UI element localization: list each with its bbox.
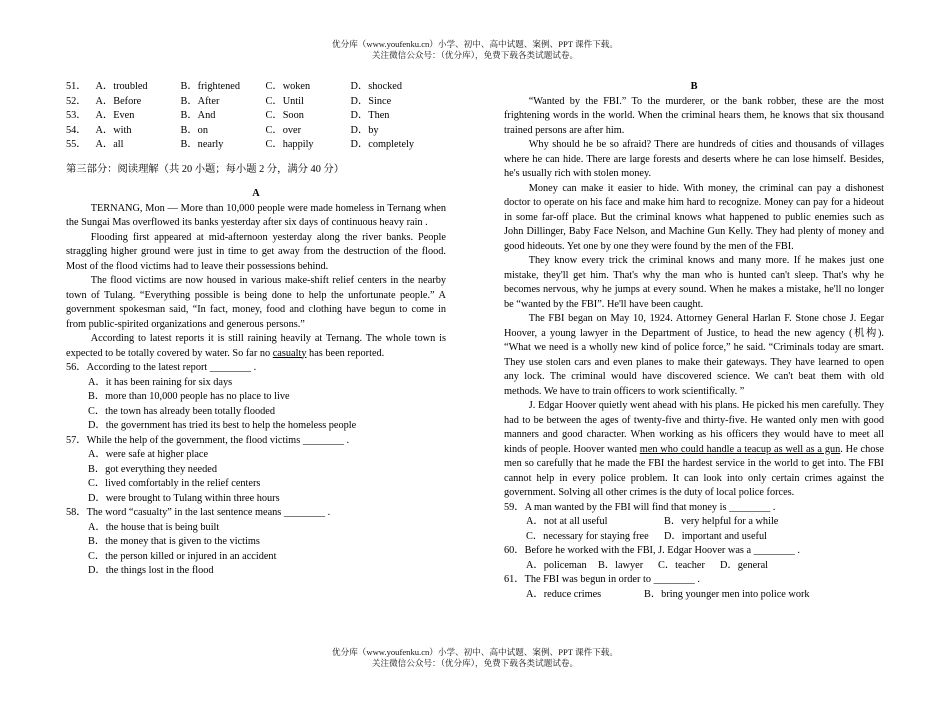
answer-option[interactable]: A．policeman bbox=[526, 559, 587, 571]
option-d: D．Since bbox=[350, 95, 392, 107]
question-number: 53． bbox=[66, 110, 87, 121]
passage-b-paragraph: The FBI began on May 10, 1924. Attorney General Harlan F. Stone chose J. Eegar Hoover, a young lawyer in the Department of Justice, to head the new agency (机构). “What we need is a wholly new kind of police force,” he said. “Criminals today are smart. They use stolen cars and even planes to make their gateways. They have learned to open any lock. The criminal would have discovered science. We can't beat them with old methods. We have to train officers to work scientifically. ” bbox=[504, 313, 884, 397]
option-a: A．troubled bbox=[95, 81, 148, 92]
cloze-row-53 bbox=[66, 109, 446, 124]
option-a: A．all bbox=[95, 139, 124, 150]
text-run: According to latest reports it is still raining heavily at Ternang. The whole town is expected to be totally covered by water. So far no bbox=[66, 333, 446, 359]
text-run: . He chose men so carefully that he made the FBI the hardest service in the world to get into. The FBI cannot help in every police problem. It can look into only certain crimes against the government. Solving all other crimes is the duty of local police forces. bbox=[504, 443, 884, 498]
answer-option[interactable]: A．it has been raining for six days bbox=[88, 376, 233, 388]
left-column bbox=[66, 80, 446, 579]
option-d: D．shocked bbox=[350, 81, 403, 92]
passage-a-paragraph: Flooding first appeared at mid-afternoon yesterday along the river banks. People straggling higher ground were just in time to get away from the destruction of the flood. Most of the flood victims had to leave their possessions behind. bbox=[66, 231, 446, 272]
answer-option[interactable]: B．bring younger men into police work bbox=[644, 588, 810, 600]
question-stem: 60．Before he worked with the FBI, J. Edgar Hoover was a ________ . bbox=[504, 545, 800, 556]
option-d: D．by bbox=[350, 124, 379, 136]
answer-option[interactable]: A．the house that is being built bbox=[88, 521, 220, 533]
question-56 bbox=[66, 361, 446, 434]
header-line-2: 关注微信公众号：（优分库），免费下载各类试题试卷。 bbox=[371, 49, 579, 60]
question-58 bbox=[66, 506, 446, 579]
answer-option[interactable]: B．the money that is given to the victims bbox=[88, 536, 260, 547]
page-footer bbox=[0, 647, 950, 668]
option-c: C．Soon bbox=[265, 110, 304, 121]
footer-line-1: 优分库（www.youfenku.cn）小学、初中、高中试题、案例、PPT 课件下载。 bbox=[332, 647, 618, 657]
answer-option[interactable]: D．the things lost in the flood bbox=[88, 565, 214, 576]
cloze-row-55 bbox=[66, 138, 446, 153]
text-run: has been reported. bbox=[306, 347, 385, 359]
answer-option[interactable]: B．more than 10,000 people has no place to live bbox=[88, 391, 290, 402]
option-b: B．nearly bbox=[180, 139, 224, 150]
answer-option[interactable]: A．were safe at higher place bbox=[88, 449, 209, 460]
question-stem: 59．A man wanted by the FBI will find that money is ________ . bbox=[504, 501, 776, 513]
question-number: 54． bbox=[66, 124, 87, 136]
option-b: B．frightened bbox=[180, 81, 240, 92]
answer-option[interactable]: C．teacher bbox=[658, 559, 705, 571]
question-number: 55． bbox=[66, 139, 87, 150]
question-61 bbox=[504, 573, 884, 602]
answer-option[interactable]: B．very helpful for a while bbox=[664, 516, 779, 527]
option-c: C．happily bbox=[265, 139, 314, 150]
answer-option[interactable]: C．necessary for staying free bbox=[526, 530, 649, 542]
question-number: 51． bbox=[66, 81, 87, 92]
answer-option[interactable]: D．the government has tried its best to help the homeless people bbox=[88, 420, 357, 431]
passage-b-paragraph: They know every trick the criminal knows and many more. If he makes just one mistake, they'll get him. That's why the man who is hunted can't sleep. That's why he becomes nervous, why he jumps at every sound. When he makes a mistake, he'll no longer be “wanted by the FBI”. He'll have been caught. bbox=[504, 255, 884, 310]
page-header bbox=[0, 39, 950, 60]
option-c: C．woken bbox=[265, 81, 311, 92]
passage-a-paragraph bbox=[66, 332, 446, 361]
passage-b-paragraph: Money can make it easier to hide. With money, the criminal can pay a dishonest doctor to operate on his face and make him hard to recognize. Money can pay for a hideout in some far-off place. But the criminal knows what happened to public enemies such as John Dillinger, Baby Face Nelson, and Machine Gun Kelly. They had plenty of money and good hideouts. Yet one by one they were found by the men of the FBI. bbox=[504, 182, 884, 252]
option-row bbox=[526, 588, 884, 603]
option-row bbox=[526, 559, 884, 574]
passage-b-paragraph: “Wanted by the FBI.” To the murderer, or the bank robber, these are the most frightening words in the world. When the criminal hears them, he knows that six thousand trained persons are after him. bbox=[504, 95, 884, 136]
option-a: A．Before bbox=[95, 95, 142, 107]
question-number: 52． bbox=[66, 95, 87, 107]
answer-option[interactable]: C．lived comfortably in the relief centers bbox=[88, 478, 261, 489]
passage-a-paragraph: TERNANG, Mon — More than 10,000 people were made homeless in Ternang when the Sungai Mas overflowed its banks yesterday after six days of continuous heavy rain . bbox=[66, 202, 446, 228]
passage-a-paragraph: The flood victims are now housed in various make-shift relief centers in the nearby town of Tulang. “Everything possible is being done to help the unfortunate people.” A government spokesman said, “In fact, money, food and clothing have begun to come in from public-spirited organizations and generous persons.” bbox=[66, 275, 446, 330]
option-b: B．on bbox=[180, 124, 208, 136]
answer-option[interactable]: A．not at all useful bbox=[526, 516, 608, 527]
cloze-row-52 bbox=[66, 95, 446, 110]
answer-option[interactable]: D．general bbox=[720, 559, 769, 571]
question-stem: 57．While the help of the government, the flood victims ________ . bbox=[66, 434, 350, 446]
option-b: B．After bbox=[180, 95, 220, 107]
answer-option[interactable]: C．the person killed or injured in an accident bbox=[88, 550, 277, 562]
option-d: D．Then bbox=[350, 110, 390, 121]
section-title: 第三部分：阅读理解（共 20 小题；每小题 2 分，满分 40 分） bbox=[66, 163, 345, 175]
answer-option[interactable]: C．the town has already been totally flooded bbox=[88, 405, 276, 417]
question-57 bbox=[66, 434, 446, 507]
header-line-1: 优分库（www.youfenku.cn）小学、初中、高中试题、案例、PPT 课件下载。 bbox=[332, 39, 618, 49]
question-stem: 56．According to the latest report ________ . bbox=[66, 362, 257, 373]
answer-option[interactable]: D．important and useful bbox=[664, 530, 767, 542]
underlined-word: casualty bbox=[272, 347, 307, 359]
passage-b-paragraph bbox=[504, 399, 884, 501]
option-row bbox=[526, 515, 884, 530]
option-a: A．Even bbox=[95, 110, 135, 121]
right-column bbox=[504, 80, 884, 602]
passage-b-title: B bbox=[690, 81, 698, 92]
question-59 bbox=[504, 501, 884, 545]
question-stem: 61．The FBI was begun in order to ________ . bbox=[504, 574, 700, 585]
underlined-phrase: men who could handle a teacup as well as a gun bbox=[639, 443, 841, 455]
passage-b-paragraph: Why should he be so afraid? There are hundreds of cities and thousands of villages where he can hide. There are large forests and deserts where he can lose himself. Besides, he's usually rich with stolen money. bbox=[504, 139, 884, 179]
option-a: A．with bbox=[95, 124, 132, 136]
option-c: C．Until bbox=[265, 95, 304, 107]
footer-line-2: 关注微信公众号：（优分库），免费下载各类试题试卷。 bbox=[371, 657, 579, 668]
cloze-options bbox=[66, 80, 446, 153]
answer-option[interactable]: D．were brought to Tulang within three hours bbox=[88, 492, 280, 504]
answer-option[interactable]: A．reduce crimes bbox=[526, 588, 602, 600]
question-60 bbox=[504, 544, 884, 573]
option-d: D．completely bbox=[350, 139, 415, 150]
answer-option[interactable]: B．lawyer bbox=[598, 559, 644, 571]
text-run: J. Edgar Hoover quietly went ahead with his plans. He picked his men carefully. They had to be between the ages of twenty-five and thirty-five. He wanted only men with good manners and good character. When working as his officers they would have to meet all kinds of people. Hoover wanted bbox=[504, 400, 884, 455]
option-b: B．And bbox=[180, 110, 216, 121]
question-stem: 58．The word “casualty” in the last sentence means ________ . bbox=[66, 507, 331, 518]
option-row bbox=[526, 530, 884, 545]
cloze-row-51 bbox=[66, 80, 446, 95]
option-c: C．over bbox=[265, 124, 301, 136]
cloze-row-54 bbox=[66, 124, 446, 139]
passage-a-title: A bbox=[252, 188, 260, 199]
answer-option[interactable]: B．got everything they needed bbox=[88, 463, 217, 475]
